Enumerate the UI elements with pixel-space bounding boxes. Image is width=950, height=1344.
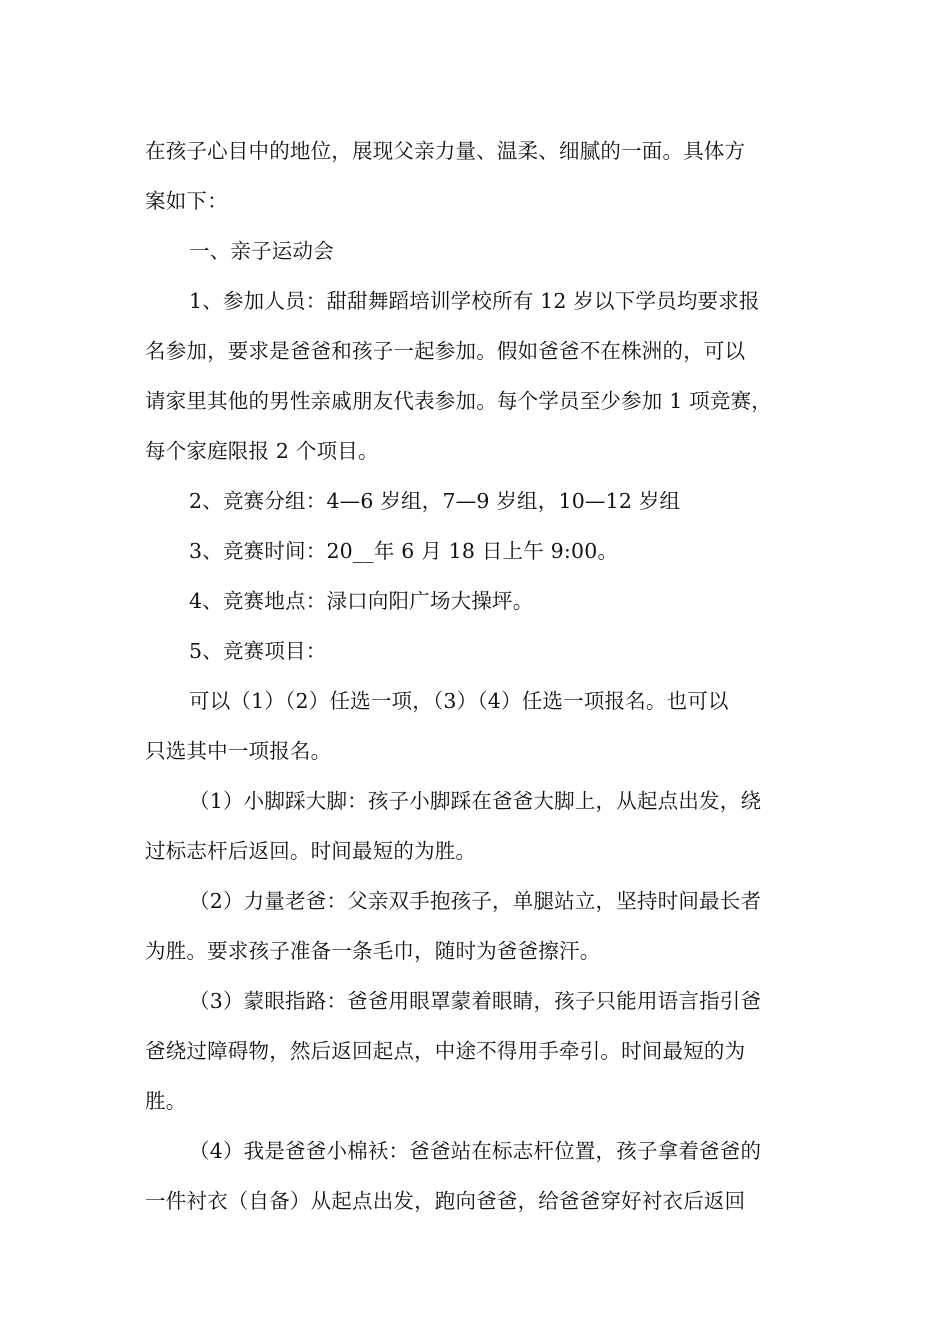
text-line: 案如下：	[145, 189, 228, 213]
text-line: 请家里其他的男性亲戚朋友代表参加。每个学员至少参加 1 项竞赛，	[145, 389, 772, 413]
text-line: 爸绕过障碍物，然后返回起点，中途不得用手牵引。时间最短的为	[145, 1039, 746, 1063]
text-line: 为胜。要求孩子准备一条毛巾，随时为爸爸擦汗。	[145, 939, 601, 963]
text-line: 胜。	[145, 1089, 187, 1113]
text-line: 每个家庭限报 2 个项目。	[145, 439, 379, 463]
text-line: （2）力量老爸：父亲双手抱孩子，单腿站立，坚持时间最长者	[189, 889, 762, 913]
text-line: 在孩子心目中的地位，展现父亲力量、温柔、细腻的一面。具体方	[145, 139, 746, 163]
section-heading: 一、亲子运动会	[189, 239, 334, 263]
text-line: 1、参加人员：甜甜舞蹈培训学校所有 12 岁以下学员均要求报	[189, 289, 760, 313]
text-line: 4、竞赛地点：渌口向阳广场大操坪。	[189, 589, 534, 613]
text-line: （1）小脚踩大脚：孩子小脚踩在爸爸大脚上，从起点出发，绕	[189, 789, 762, 813]
text-line: 5、竞赛项目：	[189, 639, 327, 663]
text-line: 3、竞赛时间：20__年 6 月 18 日上午 9:00。	[189, 539, 619, 563]
text-line: （4）我是爸爸小棉袄：爸爸站在标志杆位置，孩子拿着爸爸的	[189, 1139, 762, 1163]
text-line: 只选其中一项报名。	[145, 739, 332, 763]
text-line: 一件衬衣（自备）从起点出发，跑向爸爸，给爸爸穿好衬衣后返回	[145, 1189, 746, 1213]
text-line: （3）蒙眼指路：爸爸用眼罩蒙着眼睛，孩子只能用语言指引爸	[189, 989, 762, 1013]
text-line: 过标志杆后返回。时间最短的为胜。	[145, 839, 477, 863]
text-line: 可以（1）（2）任选一项，（3）（4）任选一项报名。也可以	[189, 689, 729, 713]
text-line: 2、竞赛分组：4—6 岁组，7—9 岁组，10—12 岁组	[189, 489, 681, 513]
text-line: 名参加，要求是爸爸和孩子一起参加。假如爸爸不在株洲的，可以	[145, 339, 746, 363]
